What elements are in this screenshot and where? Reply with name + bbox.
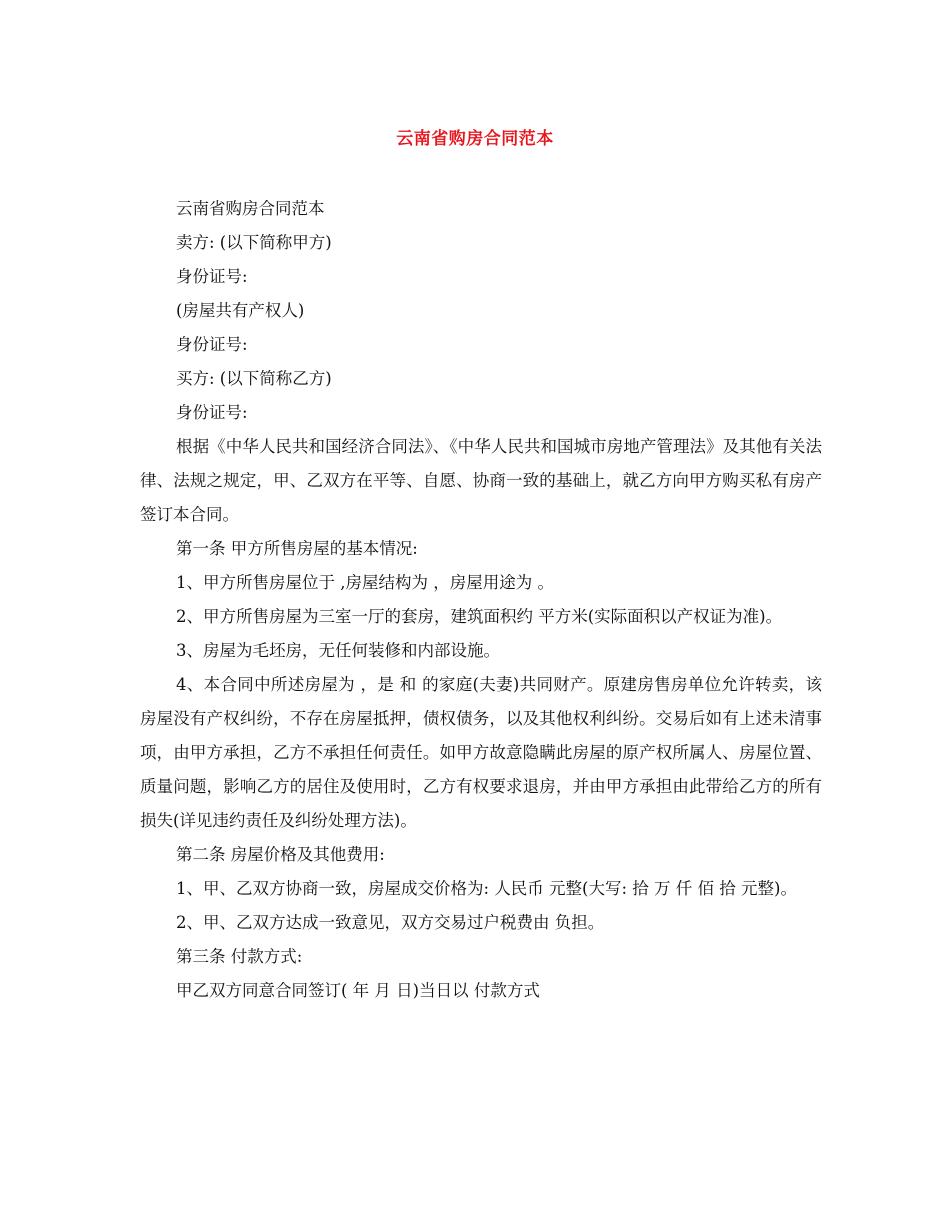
paragraph: 云南省购房合同范本 <box>176 199 325 218</box>
paragraph: 甲乙双方同意合同签订( 年 月 日)当日以 付款方式 <box>176 981 540 1000</box>
paragraph: 身份证号: <box>176 267 248 286</box>
paragraph: 1、甲方所售房屋位于 ,房屋结构为 ，房屋用途为 。 <box>176 573 554 592</box>
paragraph: 第一条 甲方所售房屋的基本情况: <box>176 539 418 558</box>
paragraph: 1、甲、乙双方协商一致，房屋成交价格为: 人民币 元整(大写: 拾 万 仟 佰 拾 元整)。 <box>176 879 797 898</box>
paragraph: 4、本合同中所述房屋为 ，是 和 的家庭(夫妻)共同财产。原建房售房单位允许转卖，该房屋没有产权纠纷，不存在房屋抵押，债权债务，以及其他权利纠纷。交易后如有上述未清事项，由甲方承担，乙方不承担任何责任。如甲方故意隐瞒此房屋的原产权所属人、房屋位置、质量问题，影响乙方的居住及使用时，乙方有权要求退房，并由甲方承担由此带给乙方的所有损失(详见违约责任及纠纷处理方法)。 <box>140 675 822 830</box>
paragraph: 3、房屋为毛坯房，无任何装修和内部设施。 <box>176 641 500 660</box>
paragraph: 第三条 付款方式: <box>176 947 303 966</box>
paragraph: 2、甲方所售房屋为三室一厅的套房，建筑面积约 平方米(实际面积以产权证为准)。 <box>176 607 783 626</box>
paragraph: 买方: (以下简称乙方) <box>176 369 332 388</box>
paragraph: 根据《中华人民共和国经济合同法》、《中华人民共和国城市房地产管理法》及其他有关法律、法规之规定，甲、乙双方在平等、自愿、协商一致的基础上，就乙方向甲方购买私有房产签订本合同。 <box>140 437 822 524</box>
paragraph: 卖方: (以下简称甲方) <box>176 233 332 252</box>
document-body <box>140 192 822 1008</box>
paragraph: (房屋共有产权人) <box>176 301 305 320</box>
paragraph: 身份证号: <box>176 403 248 422</box>
paragraph: 2、甲、乙双方达成一致意见，双方交易过户税费由 负担。 <box>176 913 605 932</box>
paragraph: 第二条 房屋价格及其他费用: <box>176 845 385 864</box>
paragraph: 身份证号: <box>176 335 248 354</box>
document-title: 云南省购房合同范本 <box>396 129 554 149</box>
